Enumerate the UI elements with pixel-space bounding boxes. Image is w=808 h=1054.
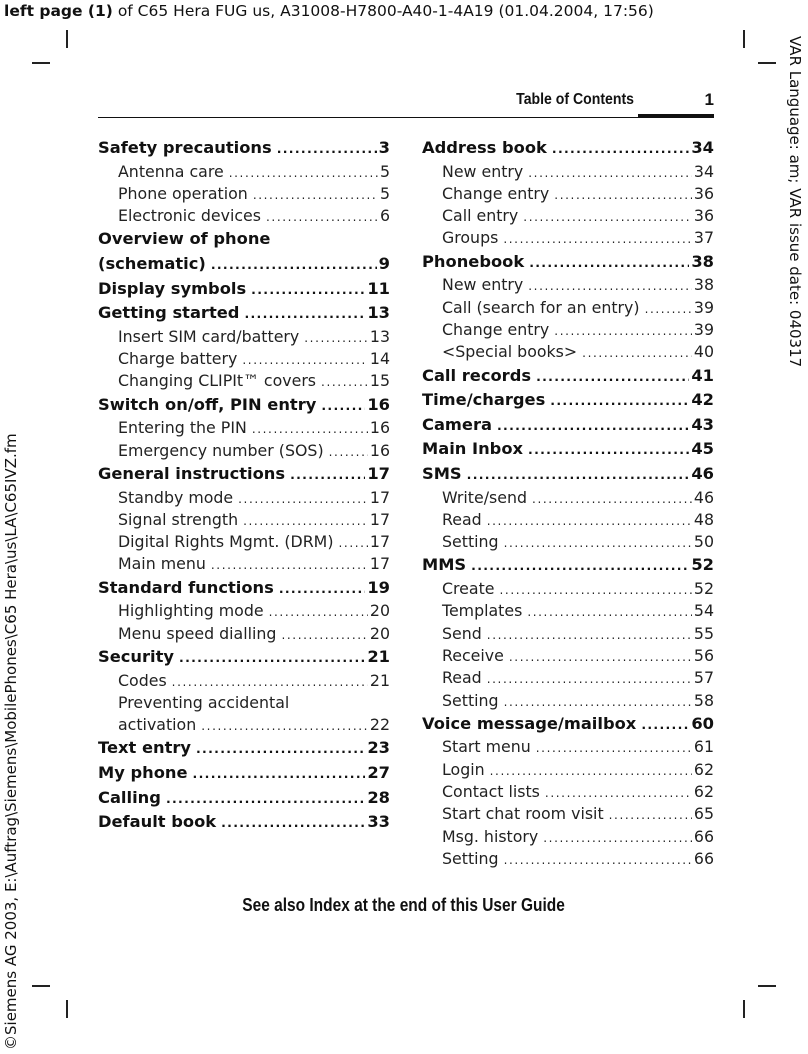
dot-leader xyxy=(281,624,367,646)
crop-mark xyxy=(758,985,776,987)
dot-leader xyxy=(503,228,692,250)
toc-entry-page: 17 xyxy=(367,463,390,483)
toc-section-entry[interactable] xyxy=(422,667,714,689)
toc-entry-title: My phone xyxy=(98,762,188,782)
dot-leader xyxy=(221,811,365,836)
toc-entry-page: 57 xyxy=(693,668,714,688)
toc-entry-title: Write/send xyxy=(442,487,528,507)
toc-section-entry[interactable] xyxy=(422,645,714,667)
toc-entry-page: 61 xyxy=(693,737,714,757)
toc-entry-title: Setting xyxy=(442,848,499,868)
toc-entry-title: Main menu xyxy=(118,554,206,574)
toc-entry-page: 5 xyxy=(379,183,390,203)
toc-entry-page: 16 xyxy=(367,394,390,414)
dot-leader xyxy=(528,438,689,463)
toc-section-entry[interactable] xyxy=(422,161,714,183)
toc-section-entry[interactable] xyxy=(98,531,390,553)
dot-leader xyxy=(211,554,368,576)
toc-section-entry[interactable] xyxy=(98,714,390,736)
crop-mark xyxy=(743,30,745,48)
toc-entry-page: 52 xyxy=(693,579,714,599)
toc-chapter-entry[interactable] xyxy=(422,462,714,487)
toc-entry-page: 17 xyxy=(369,532,390,552)
toc-entry-title: Start chat room visit xyxy=(442,804,604,824)
toc-section-entry[interactable] xyxy=(98,623,390,645)
toc-chapter-entry[interactable] xyxy=(98,761,390,786)
toc-entry-page: 56 xyxy=(693,645,714,665)
dot-leader xyxy=(487,668,692,690)
toc-entry-title: Send xyxy=(442,623,482,643)
dot-leader xyxy=(338,532,367,554)
page-header-prefix: left page (1) xyxy=(4,2,113,20)
toc-entry-title: Text entry xyxy=(98,738,191,758)
toc-chapter-entry[interactable] xyxy=(98,736,390,761)
toc-section-entry[interactable] xyxy=(422,736,714,758)
toc-section-entry[interactable] xyxy=(422,227,714,249)
toc-entry-title: Switch on/off, PIN entry xyxy=(98,394,317,414)
toc-section-entry[interactable] xyxy=(422,274,714,296)
toc-entry-page: 11 xyxy=(367,278,390,298)
toc-entry-title: Read xyxy=(442,668,482,688)
toc-section-entry[interactable] xyxy=(98,348,390,370)
dot-leader xyxy=(490,760,692,782)
dot-leader xyxy=(582,342,692,364)
header-rule-accent xyxy=(638,114,714,118)
toc-entry-page: 23 xyxy=(367,738,390,758)
toc-section-entry[interactable] xyxy=(98,553,390,575)
toc-entry-title: activation xyxy=(118,715,197,735)
toc-entry-page: 9 xyxy=(378,254,390,274)
dot-leader xyxy=(497,414,689,439)
crop-mark xyxy=(743,1000,745,1018)
toc-entry-title: Receive xyxy=(442,645,504,665)
toc-entry-page: 37 xyxy=(693,228,714,248)
toc-entry-page: 19 xyxy=(367,577,390,597)
toc-chapter-entry[interactable] xyxy=(422,388,714,413)
dot-leader xyxy=(269,601,368,623)
dot-leader xyxy=(253,184,378,206)
toc-entry-title: Electronic devices xyxy=(118,206,262,226)
dot-leader xyxy=(543,827,692,849)
toc-entry-page: 39 xyxy=(693,297,714,317)
toc-entry-title: Voice message/mailbox xyxy=(422,713,637,733)
toc-entry-title: Insert SIM card/battery xyxy=(118,326,300,346)
toc-chapter-entry[interactable] xyxy=(98,277,390,302)
toc-entry-title: Getting started xyxy=(98,303,240,323)
dot-leader xyxy=(196,737,365,762)
dot-leader xyxy=(609,804,692,826)
toc-chapter-entry[interactable] xyxy=(98,462,390,487)
toc-entry-title: Phonebook xyxy=(422,251,525,271)
toc-entry-title: General instructions xyxy=(98,463,286,483)
dot-leader xyxy=(527,601,692,623)
dot-leader xyxy=(251,278,365,303)
toc-chapter-entry[interactable] xyxy=(422,364,714,389)
dot-leader xyxy=(504,849,692,871)
toc-chapter-entry[interactable] xyxy=(98,252,390,277)
toc-entry-title: Msg. history xyxy=(442,826,539,846)
toc-entry-title: Templates xyxy=(442,601,523,621)
toc-entry-page: 43 xyxy=(691,414,714,434)
dot-leader xyxy=(193,762,366,787)
toc-entry-title: Login xyxy=(442,759,485,779)
dot-leader xyxy=(487,624,692,646)
toc-entry-page: 60 xyxy=(691,713,714,733)
toc-section-entry[interactable] xyxy=(422,623,714,645)
toc-chapter-entry[interactable] xyxy=(98,136,390,161)
crop-mark xyxy=(32,985,50,987)
toc-entry-title: Emergency number (SOS) xyxy=(118,440,324,460)
dot-leader xyxy=(290,463,365,488)
toc-entry-title: Overview of phone xyxy=(98,229,271,249)
dot-leader xyxy=(500,579,692,601)
toc-entry-page: 58 xyxy=(693,690,714,710)
toc-entry-title: Call entry xyxy=(442,206,519,226)
toc-entry-title: Call (search for an entry) xyxy=(442,297,640,317)
toc-entry-title: Standby mode xyxy=(118,487,234,507)
toc-entry-title: Create xyxy=(442,579,495,599)
toc-right-column xyxy=(422,136,714,870)
header-rule xyxy=(98,117,714,118)
toc-entry-title: Highlighting mode xyxy=(118,601,264,621)
toc-entry-title: Start menu xyxy=(442,737,531,757)
crop-mark xyxy=(758,62,776,64)
toc-entry-page: 17 xyxy=(369,509,390,529)
dot-leader xyxy=(252,418,368,440)
dot-leader xyxy=(279,577,366,602)
dot-leader xyxy=(244,302,365,327)
toc-entry-page: 46 xyxy=(691,463,714,483)
crop-mark xyxy=(32,62,50,64)
toc-entry-page: 21 xyxy=(367,646,390,666)
toc-chapter-entry[interactable] xyxy=(422,553,714,578)
dot-leader xyxy=(554,320,692,342)
toc-entry-page: 42 xyxy=(691,390,714,410)
toc-chapter-entry[interactable] xyxy=(98,786,390,811)
dot-leader xyxy=(552,137,689,162)
toc-entry-title: Setting xyxy=(442,532,499,552)
dot-leader xyxy=(529,251,689,276)
toc-entry-page: 66 xyxy=(693,848,714,868)
toc-section-entry[interactable] xyxy=(422,848,714,870)
toc-entry-title: Read xyxy=(442,509,482,529)
dot-leader xyxy=(504,532,692,554)
toc-entry-page: 16 xyxy=(369,440,390,460)
toc-chapter-entry[interactable] xyxy=(98,393,390,418)
toc-entry-title: Groups xyxy=(442,228,499,248)
toc-entry-title: Change entry xyxy=(442,183,550,203)
toc-section-entry[interactable] xyxy=(422,600,714,622)
toc-entry-title: Preventing accidental xyxy=(118,692,290,712)
toc-section-entry[interactable] xyxy=(98,600,390,622)
toc-entry-page: 54 xyxy=(693,601,714,621)
toc-section-entry[interactable] xyxy=(98,161,390,183)
toc-entry-title: Call records xyxy=(422,365,532,385)
dot-leader xyxy=(509,646,692,668)
toc-entry-title: Display symbols xyxy=(98,278,247,298)
toc-section-entry[interactable] xyxy=(98,370,390,392)
toc-left-column xyxy=(98,136,390,835)
toc-entry-page: 20 xyxy=(369,601,390,621)
toc-section-entry[interactable] xyxy=(98,326,390,348)
toc-entry-page: 52 xyxy=(691,555,714,575)
dot-leader xyxy=(304,327,368,349)
toc-entry-page: 62 xyxy=(693,759,714,779)
toc-entry-page: 6 xyxy=(379,206,390,226)
dot-leader xyxy=(321,394,365,419)
dot-leader xyxy=(266,206,378,228)
toc-entry-title: Changing CLIPIt™ covers xyxy=(118,371,317,391)
toc-entry-title: (schematic) xyxy=(98,254,206,274)
dot-leader xyxy=(523,206,692,228)
toc-entry-page: 13 xyxy=(367,303,390,323)
toc-entry-page: 46 xyxy=(693,487,714,507)
toc-chapter-entry[interactable] xyxy=(422,437,714,462)
toc-section-entry[interactable] xyxy=(422,205,714,227)
dot-leader xyxy=(172,671,368,693)
toc-section-entry[interactable] xyxy=(422,319,714,341)
dot-leader xyxy=(471,554,689,579)
toc-entry-page: 34 xyxy=(693,161,714,181)
toc-entry-title: Phone operation xyxy=(118,183,248,203)
dot-leader xyxy=(645,298,692,320)
toc-entry-page: 38 xyxy=(693,275,714,295)
toc-entry-title: Standard functions xyxy=(98,577,274,597)
toc-entry-page: 66 xyxy=(693,826,714,846)
toc-entry-page: 36 xyxy=(693,183,714,203)
page-number: 1 xyxy=(704,90,714,109)
toc-entry-title: SMS xyxy=(422,463,462,483)
toc-entry-page: 55 xyxy=(693,623,714,643)
toc-entry-title: Main Inbox xyxy=(422,439,524,459)
toc-section-entry[interactable] xyxy=(98,670,390,692)
dot-leader xyxy=(238,488,368,510)
toc-entry-page: 13 xyxy=(369,326,390,346)
toc-section-entry[interactable] xyxy=(98,417,390,439)
dot-leader xyxy=(536,737,692,759)
toc-section-entry[interactable] xyxy=(422,578,714,600)
dot-leader xyxy=(467,463,690,488)
toc-entry-page: 33 xyxy=(367,812,390,832)
dot-leader xyxy=(179,646,365,671)
toc-entry-page: 22 xyxy=(369,715,390,735)
toc-entry-title: Address book xyxy=(422,138,547,157)
toc-chapter-entry[interactable] xyxy=(422,413,714,438)
toc-entry-page: 48 xyxy=(693,509,714,529)
toc-entry-page: 45 xyxy=(691,439,714,459)
toc-entry-page: 17 xyxy=(369,554,390,574)
toc-section-entry[interactable] xyxy=(422,759,714,781)
toc-chapter-entry[interactable] xyxy=(422,250,714,275)
toc-section-entry[interactable] xyxy=(98,487,390,509)
toc-entry-title: MMS xyxy=(422,555,467,575)
toc-chapter-entry[interactable] xyxy=(98,810,390,835)
toc-entry-page: 17 xyxy=(369,487,390,507)
dot-leader xyxy=(528,162,692,184)
section-title: Table of Contents xyxy=(516,91,634,108)
crop-mark xyxy=(66,1000,68,1018)
toc-entry-title: <Special books> xyxy=(442,342,578,362)
toc-entry-title: Contact lists xyxy=(442,781,540,801)
toc-entry-title: Security xyxy=(98,646,175,666)
toc-entry-title: Digital Rights Mgmt. (DRM) xyxy=(118,532,334,552)
toc-entry-title: Default book xyxy=(98,812,217,832)
toc-entry-page: 16 xyxy=(369,418,390,438)
toc-chapter-entry[interactable] xyxy=(98,576,390,601)
page-header xyxy=(4,2,654,20)
toc-entry-page: 36 xyxy=(693,206,714,226)
side-note-left-text: ©Siemens AG 2003, E:\Auftrag\Siemens\MobilePhones\C65 Hera\us\LA\C65IVZ.fm xyxy=(2,433,20,1050)
toc-entry-page: 34 xyxy=(691,138,714,157)
dot-leader xyxy=(201,715,368,737)
toc-entry-page: 50 xyxy=(693,532,714,552)
page-header-rest: of C65 Hera FUG us, A31008-H7800-A40-1-4A19 (01.04.2004, 17:56) xyxy=(112,2,654,20)
toc-entry-page: 15 xyxy=(369,371,390,391)
toc-section-entry[interactable] xyxy=(98,440,390,462)
toc-entry-page: 3 xyxy=(378,138,390,157)
toc-entry-page: 40 xyxy=(693,342,714,362)
index-footnote-text: See also Index at the end of this User Guide xyxy=(242,895,566,915)
dot-leader xyxy=(211,253,377,278)
toc-entry-title: Charge battery xyxy=(118,349,238,369)
dot-leader xyxy=(329,441,368,463)
toc-chapter-entry[interactable] xyxy=(98,645,390,670)
toc-section-entry[interactable] xyxy=(422,781,714,803)
toc-entry-title: Menu speed dialling xyxy=(118,623,277,643)
dot-leader xyxy=(550,389,689,414)
dot-leader xyxy=(528,275,692,297)
toc-entry-page: 28 xyxy=(367,787,390,807)
toc-section-entry[interactable] xyxy=(422,509,714,531)
toc-entry-page: 21 xyxy=(369,670,390,690)
toc-chapter-entry[interactable] xyxy=(422,712,714,737)
toc-entry-title: Camera xyxy=(422,414,492,434)
dot-leader xyxy=(536,365,689,390)
toc-entry-page: 38 xyxy=(691,251,714,271)
crop-mark xyxy=(66,30,68,48)
toc-entry-page: 14 xyxy=(369,349,390,369)
toc-entry-title: Antenna care xyxy=(118,161,224,181)
toc-section-entry[interactable] xyxy=(422,531,714,553)
toc-section-entry[interactable] xyxy=(98,509,390,531)
toc-entry-title: Signal strength xyxy=(118,509,239,529)
toc-entry-page: 62 xyxy=(693,781,714,801)
toc-section-entry[interactable] xyxy=(422,826,714,848)
toc-entry-title: Setting xyxy=(442,690,499,710)
dot-leader xyxy=(166,787,365,812)
dot-leader xyxy=(277,137,377,162)
toc-section-entry[interactable] xyxy=(98,205,390,227)
dot-leader xyxy=(229,162,378,184)
toc-chapter-entry[interactable] xyxy=(422,136,714,161)
dot-leader xyxy=(487,510,692,532)
toc-section-entry[interactable] xyxy=(422,803,714,825)
side-note-right xyxy=(782,36,808,368)
dot-leader xyxy=(545,782,692,804)
toc-entry-page: 20 xyxy=(369,623,390,643)
toc-section-entry[interactable] xyxy=(422,487,714,509)
index-footnote xyxy=(0,895,808,916)
dot-leader xyxy=(641,713,689,738)
toc-chapter-entry[interactable] xyxy=(98,301,390,326)
toc-entry-title: Calling xyxy=(98,787,161,807)
toc-section-entry[interactable] xyxy=(98,183,390,205)
toc-entry-title: Entering the PIN xyxy=(118,418,247,438)
toc-entry-page: 65 xyxy=(693,804,714,824)
toc-entry-page: 41 xyxy=(691,365,714,385)
dot-leader xyxy=(242,349,368,371)
toc-entry-title: New entry xyxy=(442,275,524,295)
toc-section-entry[interactable] xyxy=(422,341,714,363)
toc-section-entry[interactable] xyxy=(422,183,714,205)
toc-entry-page: 39 xyxy=(693,319,714,339)
dot-leader xyxy=(243,510,368,532)
toc-entry-title: Safety precautions xyxy=(98,138,272,157)
dot-leader xyxy=(504,691,692,713)
toc-entry-title: Change entry xyxy=(442,319,550,339)
toc-entry-page: 27 xyxy=(367,762,390,782)
toc-entry-title: New entry xyxy=(442,161,524,181)
toc-section-entry[interactable] xyxy=(422,690,714,712)
dot-leader xyxy=(532,488,692,510)
side-note-right-text: VAR Language: am; VAR issue date: 040317 xyxy=(786,36,804,368)
toc-section-entry[interactable] xyxy=(98,692,390,714)
toc-section-entry[interactable] xyxy=(422,297,714,319)
toc-entry-page: 5 xyxy=(379,161,390,181)
dot-leader xyxy=(321,371,368,393)
toc-entry-title: Codes xyxy=(118,670,167,690)
toc-chapter-entry[interactable] xyxy=(98,227,390,252)
toc-entry-title: Time/charges xyxy=(422,390,546,410)
dot-leader xyxy=(554,184,692,206)
